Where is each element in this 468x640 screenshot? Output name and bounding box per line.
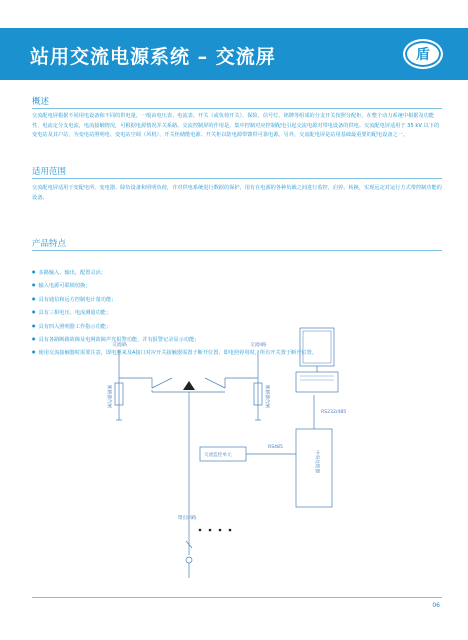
switch-1 xyxy=(152,378,172,388)
computer-base xyxy=(296,372,338,392)
overview-paragraph: 交流配电屏根据不同用电设备和不同的供电量，一般由电压表、电流表、开关（或负荷开关）、保险、信号灯、铭牌等组成的分支开关按照分配柜。在整个动力系统中根据及功能性，电流定分支电流，电流接触情况，可根据电源情况并关系路。交流控制屏的作用是，集中控制对应控制配电引起交流电源对带电设备的供电。交流配电屏适用于 35 kV 以下的变电站及其户站，为变电站照明电、变电站空调（风机）、开关柜储能电源、开关柜以防电源带馈供可靠电源。另外，交流配电屏是站用基础最重要的配电设备之一。 xyxy=(32,113,440,139)
switch-2 xyxy=(205,378,225,388)
feeder-dot xyxy=(199,529,202,532)
scope-heading: 适用范围 xyxy=(32,167,67,177)
host-cabinet xyxy=(296,429,332,507)
label-monitor-unit: 交流监控单元 xyxy=(204,453,232,458)
features-heading: 产品特点 xyxy=(32,239,67,249)
computer-monitor xyxy=(300,328,334,366)
feature-item: ● 具有通信和远方控制电计量功能； xyxy=(32,293,317,306)
feature-item: ● 具有各路断路故障及电网故障声光报警功能，并有报警记录显示功能； xyxy=(32,333,317,346)
busbar-arrow-icon xyxy=(183,381,195,390)
label-breaker-2: 断路器合闸 xyxy=(264,385,269,408)
feeder-ct xyxy=(186,557,192,563)
footer-divider xyxy=(32,597,442,598)
scope-paragraph: 交流配电屏适用于变配电所、变电器、除负设备和照明负荷，并对供电系统进行数据的保护，用有在电源的各种负载之间进行监控，启停、转换，实现远定对运行方式带控制功能的设备。 xyxy=(32,185,442,201)
feeder-dot xyxy=(219,529,222,532)
label-incoming-2: 交流II路 xyxy=(250,343,267,348)
label-host: 中央处理器 xyxy=(314,450,319,473)
label-incoming-1: 交流I路 xyxy=(112,343,128,348)
page-title: 站用交流电源系统 – 交流屏 xyxy=(30,46,276,68)
feature-item: ● 多路输入、输出，配置灵活； xyxy=(32,266,317,279)
feature-item: ● 输入电源可联锁切换； xyxy=(32,279,317,292)
label-rs485: RS485 xyxy=(268,445,283,450)
label-rs232: RS232/485 xyxy=(321,410,347,415)
feature-item: ● 具有四入照明器工作指示功能； xyxy=(32,320,317,333)
label-breaker-1: 断路器合闸 xyxy=(106,385,111,408)
label-feeder: 馈出回路 xyxy=(178,516,197,521)
feeder-dot xyxy=(229,529,232,532)
logo-glyph: 盾 xyxy=(416,47,430,63)
page-number: 06 xyxy=(432,602,440,609)
feature-item: ● 使用交流接触器时需要注意，即电照来及A接口对应开关接触器需置于断开位置，即电照停用时，所有开关置于断开位置。 xyxy=(32,346,317,359)
feeder-dot xyxy=(209,529,212,532)
feature-item: ● 具有三相电压、电流测量功能； xyxy=(32,306,317,319)
overview-heading: 概述 xyxy=(32,97,50,107)
